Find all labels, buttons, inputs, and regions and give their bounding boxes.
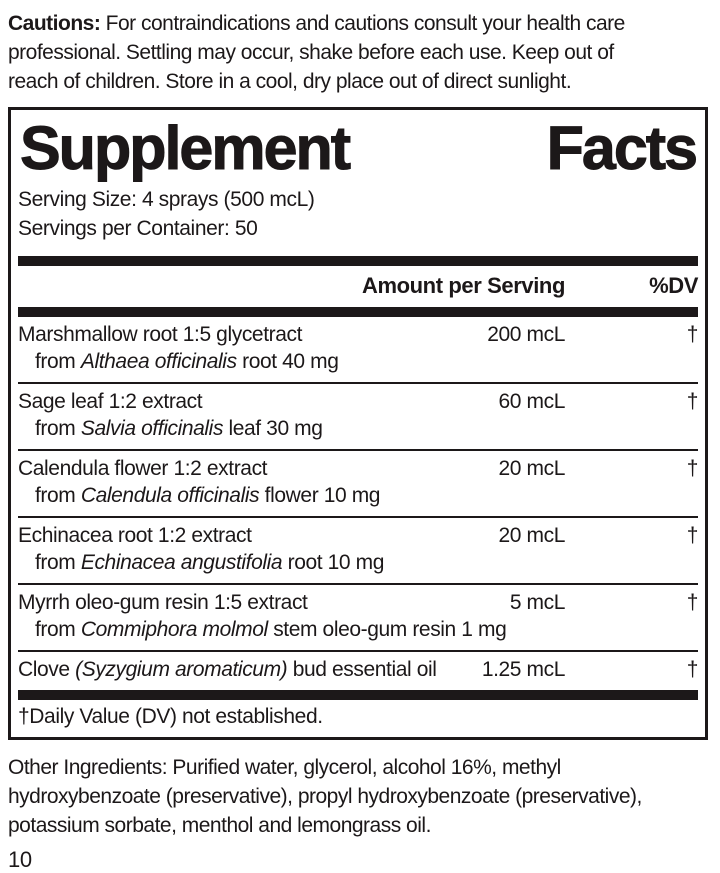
text-part: Marshmallow root 1:5 glycetract	[18, 322, 303, 346]
page-number: 10	[8, 846, 32, 872]
cautions-line-2: professional. Settling may occur, shake before each use. Keep out of	[8, 41, 614, 64]
text-part: from	[35, 483, 81, 507]
text-part: bud essential oil	[287, 657, 437, 681]
other-ingredients-line-1: Other Ingredients: Purified water, glycerol, alcohol 16%, methyl	[8, 755, 561, 779]
text-part: Echinacea root 1:2 extract	[18, 523, 252, 547]
table-row	[18, 317, 698, 382]
botanical-name: Salvia officinalis	[80, 416, 224, 440]
table-row-main	[18, 589, 698, 616]
amount-value: 20 mcL	[498, 456, 565, 480]
table-row-main	[18, 455, 698, 482]
text-part: root 10 mg	[282, 550, 385, 574]
ingredient-source	[18, 549, 698, 576]
botanical-name: Althaea officinalis	[80, 349, 237, 373]
dv-footnote: †Daily Value (DV) not established.	[18, 704, 323, 728]
supplement-facts-panel	[8, 107, 708, 740]
amount-value: 20 mcL	[498, 523, 565, 547]
divider-bar-header	[18, 307, 698, 317]
ingredient-name	[18, 656, 445, 683]
text-part: stem oleo-gum resin 1 mg	[267, 617, 507, 641]
column-header-amount: Amount per Serving	[361, 272, 565, 298]
amount-value: 5 mcL	[509, 590, 565, 614]
ingredient-source	[18, 616, 698, 643]
cautions-label: Cautions:	[8, 12, 101, 35]
ingredient-name	[18, 522, 445, 549]
table-row	[18, 516, 698, 583]
panel-title	[18, 114, 698, 185]
table-header-row	[18, 266, 698, 307]
text-part: from	[35, 617, 81, 641]
cautions-line-3: reach of children. Store in a cool, dry place out of direct sunlight.	[8, 70, 572, 93]
servings-per-container: Servings per Container: 50	[18, 216, 258, 240]
ingredient-source	[18, 348, 698, 375]
table-row-main	[18, 656, 698, 683]
botanical-name: (Syzygium aromaticum)	[75, 657, 288, 681]
dv-value: †	[686, 590, 698, 614]
botanical-name: Echinacea angustifolia	[80, 550, 283, 574]
divider-bar-top	[18, 256, 698, 266]
ingredient-name	[18, 589, 445, 616]
ingredient-source	[18, 482, 698, 509]
botanical-name: Commiphora molmol	[80, 617, 268, 641]
dv-value: †	[686, 389, 698, 413]
amount-value: 200 mcL	[487, 322, 565, 346]
facts-table-body	[18, 317, 698, 690]
ingredient-name	[18, 388, 445, 415]
table-row-main	[18, 321, 698, 348]
other-ingredients-line-3: potassium sorbate, menthol and lemongrass oil.	[8, 813, 431, 837]
cautions-paragraph	[8, 9, 712, 96]
amount-value: 1.25 mcL	[481, 657, 565, 681]
table-row-main	[18, 522, 698, 549]
text-part: Calendula flower 1:2 extract	[18, 456, 268, 480]
table-row-main	[18, 388, 698, 415]
ingredient-name	[18, 455, 445, 482]
cautions-line-1	[8, 9, 712, 38]
cautions-text-1: For contraindications and cautions consult your health care	[100, 12, 625, 35]
text-part: leaf 30 mg	[223, 416, 323, 440]
text-part: Myrrh oleo-gum resin 1:5 extract	[18, 590, 308, 614]
panel-title-word-2: Facts	[546, 114, 696, 182]
table-row	[18, 583, 698, 650]
table-row	[18, 650, 698, 690]
other-ingredients-line-2: hydroxybenzoate (preservative), propyl hydroxybenzoate (preservative),	[8, 784, 642, 808]
text-part: from	[35, 416, 81, 440]
table-row	[18, 449, 698, 516]
panel-title-word-1: Supplement	[20, 114, 350, 182]
dv-value: †	[686, 322, 698, 346]
dv-value: †	[686, 456, 698, 480]
text-part: root 40 mg	[236, 349, 339, 373]
other-ingredients-paragraph	[8, 753, 712, 840]
text-part: Sage leaf 1:2 extract	[18, 389, 203, 413]
dv-value: †	[686, 657, 698, 681]
text-part: from	[35, 349, 81, 373]
text-part: flower 10 mg	[259, 483, 381, 507]
table-row	[18, 382, 698, 449]
amount-value: 60 mcL	[498, 389, 565, 413]
text-part: from	[35, 550, 81, 574]
column-header-dv: %DV	[649, 272, 698, 298]
dv-value: †	[686, 523, 698, 547]
divider-bar-bottom	[18, 690, 698, 700]
text-part: Clove	[18, 657, 76, 681]
ingredient-name	[18, 321, 445, 348]
serving-size: Serving Size: 4 sprays (500 mcL)	[18, 187, 315, 211]
botanical-name: Calendula officinalis	[80, 483, 260, 507]
ingredient-source	[18, 415, 698, 442]
